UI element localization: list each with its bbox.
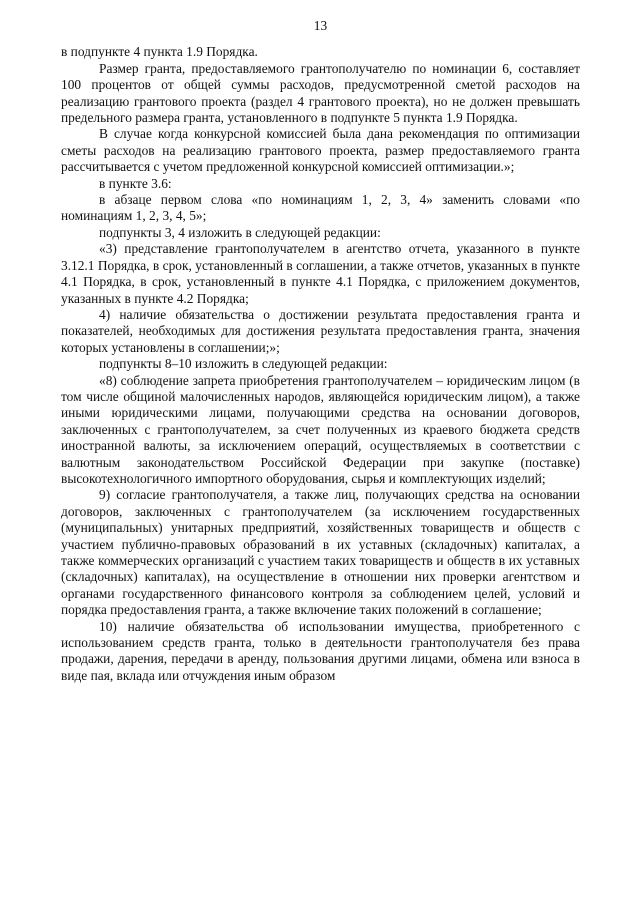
page-number: 13 [313,18,328,33]
paragraph: «3) представление грантополучателем в агентство отчета, указанного в пункте 3.12.1 Порядка, в срок, установленный в соглашении, а также отчетов, указанных в пункте 4.1 Порядка, в срок, установленный в пункте 4.1 Порядка, с приложением документов, указанных в пункте 4.2 Порядка; [61,241,580,306]
paragraph: 10) наличие обязательства об использовании имущества, приобретенного с использованием средств гранта, только в деятельности грантополучателя без права продажи, дарения, передачи в аренду, пользования другими лицами, обмена или взноса в виде пая, вклада или отчуждения иным образом [61,618,580,683]
paragraph: 4) наличие обязательства о достижении результата предоставления гранта и показателей, необходимых для достижения результата предоставления гранта, значения которых установлены в соглашении;»; [61,306,580,355]
paragraph: подпункты 3, 4 изложить в следующей редакции: [99,224,381,240]
paragraph: В случае когда конкурсной комиссией была дана рекомендация по оптимизации сметы расходов на реализацию грантового проекта, размер предоставляемого гранта рассчитывается с учетом предложенной конкурсной комиссией оптимизации.»; [61,126,580,175]
paragraph: в пункте 3.6: [99,175,172,191]
paragraph: «8) соблюдение запрета приобретения грантополучателем – юридическим лицом (в том числе общиной малочисленных народов, являющейся юридическим лицом), а также иными юридическими лицами, получающими средства на основании договоров, заключенных с грантополучателем, за счет полученных из краевого бюджета средств иностранной валюты, за исключением операций, осуществляемых в соответствии с валютным законодательством Российской Федерации при закупке (поставке) высокотехнологичного импортного оборудования, сырья и комплектующих изделий; [61,372,580,486]
paragraph: 9) согласие грантополучателя, а также лиц, получающих средства на основании договоров, заключенных с грантополучателем (за исключением государственных (муниципальных) унитарных предприятий, хозяйственных товариществ и обществ с участием публично-правовых образований в их уставных (складочных) капиталах, а также коммерческих организаций с участием таких товариществ и обществ в их уставных (складочных) капиталах), на осуществление в отношении них проверки агентством и органами государственного финансового контроля за соблюдением целей, условий и порядка предоставления гранта, а также включение таких положений в соглашение; [61,487,580,618]
paragraph: в абзаце первом слова «по номинациям 1, 2, 3, 4» заменить словами «по номинациям 1, 2, 3, 4, 5»; [61,192,580,224]
paragraph: Размер гранта, предоставляемого грантополучателю по номинации 6, составляет 100 процентов от общей суммы расходов, предусмотренной сметой расходов на реализацию грантового проекта (раздел 4 грантового проекта), но не должен превышать предельного размера гранта, установленного в подпункте 5 пункта 1.9 Порядка. [61,60,580,126]
paragraph: подпункты 8–10 изложить в следующей редакции: [99,356,388,372]
document-body [61,44,580,684]
paragraph: в подпункте 4 пункта 1.9 Порядка. [61,44,258,60]
